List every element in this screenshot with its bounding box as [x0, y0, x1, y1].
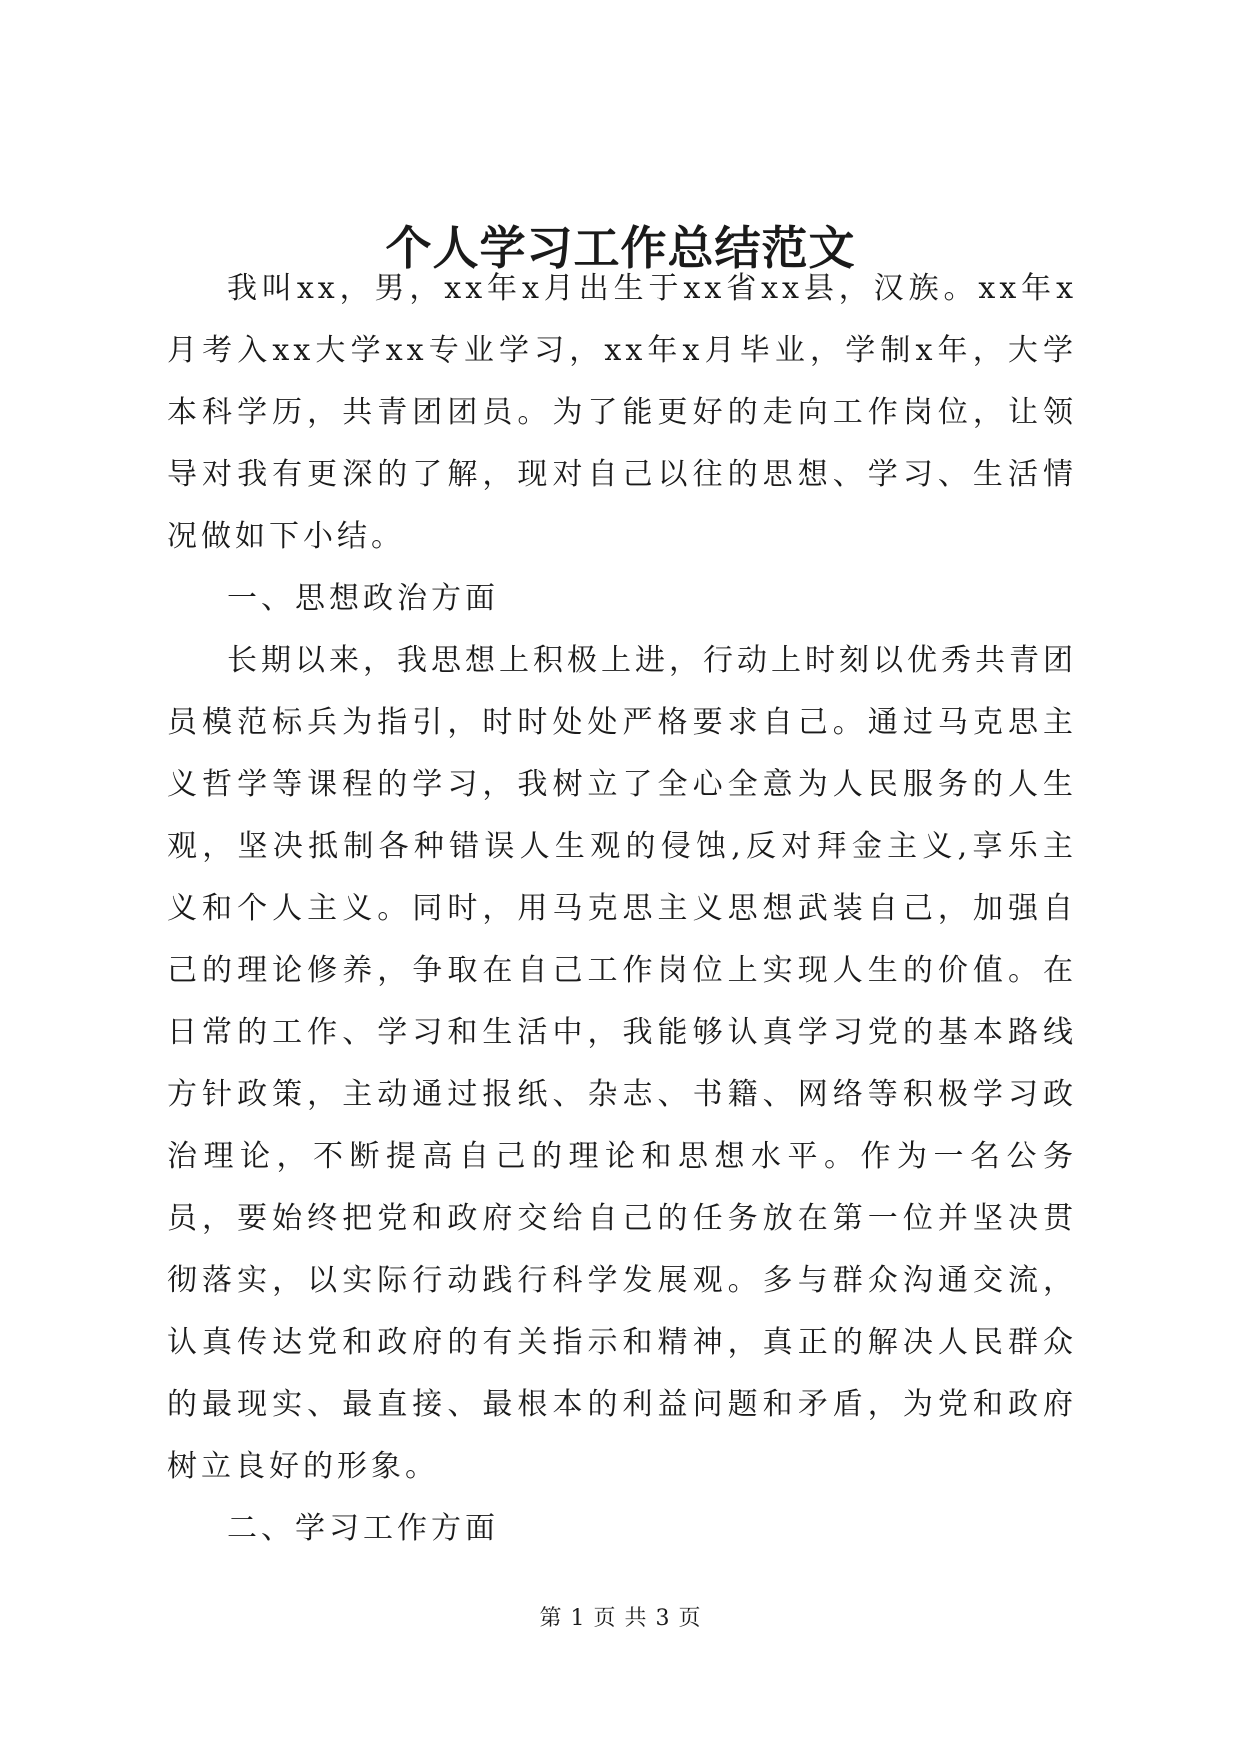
section-heading-study-work: 二、学习工作方面	[227, 1511, 499, 1546]
section-heading-ideology: 一、思想政治方面	[227, 581, 499, 616]
document-title: 个人学习工作总结范文	[385, 221, 856, 275]
page-number-footer: 第 1 页 共 3 页	[539, 1606, 702, 1631]
paragraph-intro: 我叫xx，男，xx年x月出生于xx省xx县，汉族。xx年x月考入xx大学xx专业学习，xx年x月毕业，学制x年，大学本科学历，共青团团员。为了能更好的走向工作岗位，让领导对我有更深的了解，现对自己以往的思想、学习、生活情况做如下小结。	[167, 271, 1077, 554]
paragraph-ideology: 长期以来，我思想上积极上进，行动上时刻以优秀共青团员模范标兵为指引，时时处处严格要求自己。通过马克思主义哲学等课程的学习，我树立了全心全意为人民服务的人生观，坚决抵制各种错误人生观的侵蚀,反对拜金主义,享乐主义和个人主义。同时，用马克思主义思想武装自己，加强自己的理论修养，争取在自己工作岗位上实现人生的价值。在日常的工作、学习和生活中，我能够认真学习党的基本路线方针政策，主动通过报纸、杂志、书籍、网络等积极学习政治理论，不断提高自己的理论和思想水平。作为一名公务员，要始终把党和政府交给自己的任务放在第一位并坚决贯彻落实，以实际行动践行科学发展观。多与群众沟通交流，认真传达党和政府的有关指示和精神，真正的解决人民群众的最现实、最直接、最根本的利益问题和矛盾，为党和政府树立良好的形象。	[167, 643, 1077, 1484]
document-body	[167, 258, 1077, 1560]
